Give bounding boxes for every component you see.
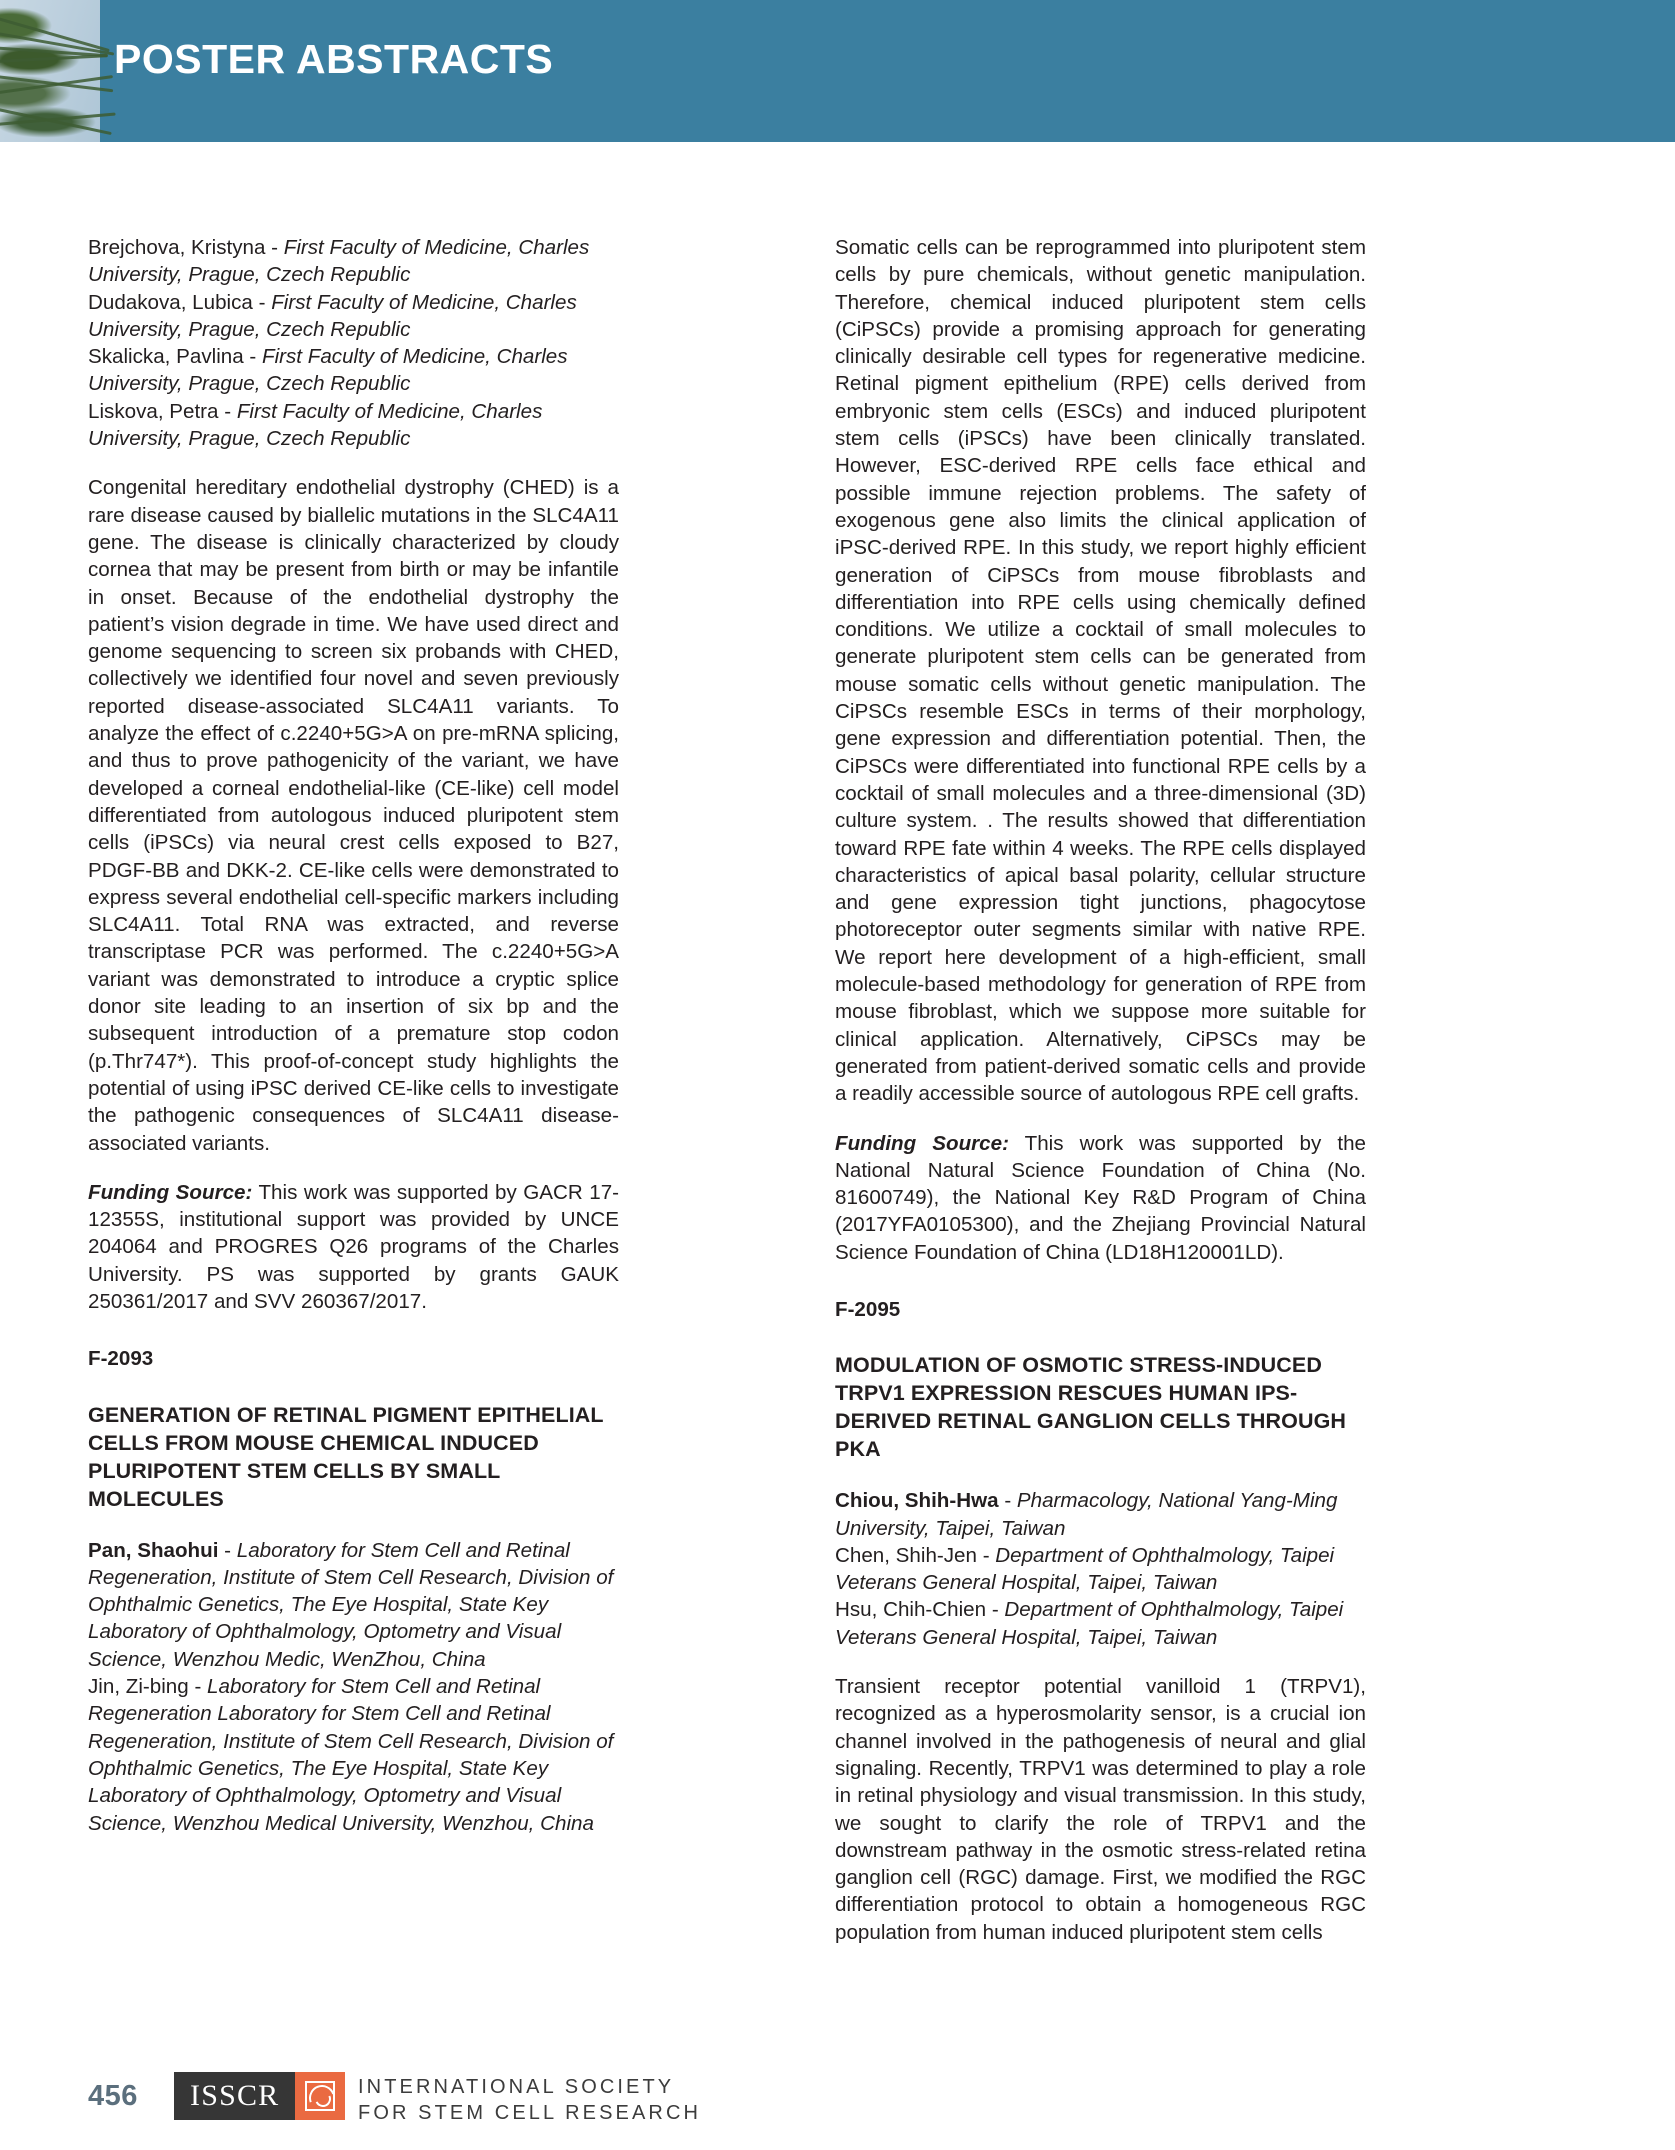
poster-id-f2095: F-2095 [835,1297,901,1321]
author-entry: Pan, Shaohui - Laboratory for Stem Cell and Retinal Regeneration, Institute of Stem Cell Research, Division of Ophthalmic Genetics, The Eye Hospital, State Key Laboratory of Ophthalmology, Optometry and Visual Science, Wenzhou Medic, WenZhou, China [88,1538,614,1671]
author-name: Jin, Zi-bing [88,1675,189,1699]
author-block-f2095 [835,1487,1366,1651]
author-entry: Skalicka, Pavlina - First Faculty of Medicine, Charles University, Prague, Czech Republic [88,345,568,396]
funding-source-paragraph [88,1179,619,1315]
author-name: Brejchova, Kristyna [88,236,266,259]
poster-title-f2093: GENERATION OF RETINAL PIGMENT EPITHELIAL CELLS FROM MOUSE CHEMICAL INDUCED PLURIPOTENT STEM CELLS BY SMALL MOLECULES [88,1402,604,1511]
author-name: Dudakova, Lubica [88,290,253,314]
author-affiliation: First Faculty of Medicine, Charles University, Prague, Czech Republic [88,345,568,396]
author-block-f2093 [88,1537,619,1837]
author-affiliation: Laboratory for Stem Cell and Retinal Regeneration, Institute of Stem Cell Research, Division of Ophthalmic Genetics, The Eye Hospital, State Key Laboratory of Ophthalmology, Optometry and Visual Science, Wenzhou Medic, WenZhou, China [88,1538,614,1671]
abstract-body-text: Somatic cells can be reprogrammed into pluripotent stem cells by pure chemicals, without genetic manipulation. Therefore, chemical induced pluripotent stem cells (CiPSCs) provide a promising approach for generating clinically desirable cell types for regenerative medicine. Retinal pigment epithelium (RPE) cells derived from embryonic stem cells (ESCs) and induced pluripotent stem cells (iPSCs) have been clinically translated. However, ESC-derived RPE cells face ethical and possible immune rejection problems. The safety of exogenous gene also limits the clinical application of iPSC-derived RPE. In this study, we report highly efficient generation of CiPSCs from mouse fibroblasts and differentiation into RPE cells using chemically defined conditions. We utilize a cocktail of small molecules to generate pluripotent stem cells can be generated from mouse somatic cells without genetic manipulation. The CiPSCs resemble ESCs in terms of their morphology, gene expression and differentiation potential. Then, the CiPSCs were differentiated into functional RPE cells by a cocktail of small molecules and a three-dimensional (3D) culture system. . The results showed that differentiation toward RPE fate within 4 weeks. The RPE cells displayed characteristics of apical basal polarity, cellular structure and gene expression tight junctions, phagocytose photoreceptor outer segments similar with native RPE. We report here development of a high-efficient, small molecule-based methodology for generation of RPE from mouse fibroblast, which we suppose more suitable for clinical application. Alternatively, CiPSCs may be generated from patient-derived somatic cells and provide a readily accessible source of autologous RPE cell grafts. [835,236,1366,1106]
presenting-author-name: Pan, Shaohui [88,1538,219,1562]
author-entry: Brejchova, Kristyna - First Faculty of Medicine, Charles University, Prague, Czech Republic [88,236,590,287]
poster-title-f2095: MODULATION OF OSMOTIC STRESS-INDUCED TRPV1 EXPRESSION RESCUES HUMAN IPS-DERIVED RETINAL GANGLION CELLS THROUGH PKA [835,1353,1347,1462]
author-affiliation: Department of Ophthalmology, Taipei Veterans General Hospital, Taipei, Taiwan [835,1598,1344,1649]
author-affiliation: Department of Ophthalmology, Taipei Veterans General Hospital, Taipei, Taiwan [835,1543,1335,1595]
author-name: Skalicka, Pavlina [88,345,244,369]
author-affiliation: Laboratory for Stem Cell and Retinal Regeneration Laboratory for Stem Cell and Retinal Regeneration, Institute of Stem Cell Research, Division of Ophthalmic Genetics, The Eye Hospital, State Key Laboratory of Ophthalmology, Optometry and Visual Science, Wenzhou Medical University, Wenzhou, China [88,1675,614,1835]
author-name: Liskova, Petra [88,399,219,423]
funding-source-label: Funding Source: [88,1180,253,1204]
isscr-full-name [358,2074,701,2126]
palm-tree-photo [0,0,100,142]
author-entry: Liskova, Petra - First Faculty of Medicine, Charles University, Prague, Czech Republic [88,399,543,451]
funding-source-text: This work was supported by the National Natural Science Foundation of China (No. 81600749), the National Key R&D Program of China (2017YFA0105300), and the Zhejiang Provincial Natural Science Foundation of China (LD18H120001LD). [835,1131,1366,1264]
poster-id-f2093: F-2093 [88,1347,154,1371]
author-block-previous-abstract [88,234,619,452]
abstract-body-text-continued: Transient receptor potential vanilloid 1 (TRPV1), recognized as a hyperosmolarity sensor, is a crucial ion channel involved in the pathogenesis of neural and glial signaling. Recently, TRPV1 was determined to play a role in retinal physiology and visual transmission. In this study, we sought to clarify the role of TRPV1 and the downstream pathway in the osmotic stress-related retina ganglion cell (RGC) damage. First, we modified the RGC differentiation protocol to obtain a homogeneous RGC population from human induced pluripotent stem cells [835,1675,1366,1944]
left-column [88,142,619,1859]
abstract-body-text: Congenital hereditary endothelial dystrophy (CHED) is a rare disease caused by biallelic mutations in the SLC4A11 gene. The disease is clinically characterized by cloudy cornea that may be present from birth or may be infantile in onset. Because of the endothelial dystrophy the patient’s vision degrade in time. We have used direct and genome sequencing to screen six probands with CHED, collectively we identified four novel and seven previously reported disease-associated SLC4A11 variants. To analyze the effect of c.2240+5G>A on pre-mRNA splicing, and thus to prove pathogenicity of the variant, we have developed a corneal endothelial-like (CE-like) cell model differentiated from autologous induced pluripotent stem cells (iPSCs) via neural crest cells exposed to B27, PDGF-BB and DKK-2. CE-like cells were demonstrated to express several endothelial cell-specific markers including SLC4A11. Total RNA was extracted, and reverse transcriptase PCR was performed. The c.2240+5G>A variant was demonstrated to introduce a cryptic splice donor site leading to an insertion of six bp and the subsequent introduction of a premature stop codon (p.Thr747*). This proof-of-concept study highlights the potential of using iPSC derived CE-like cells to investigate the pathogenic consequences of SLC4A11 disease-associated variants. [88,476,619,1155]
right-column [835,142,1366,1968]
author-entry: Dudakova, Lubica - First Faculty of Medicine, Charles University, Prague, Czech Republic [88,290,577,341]
isscr-name-line-2: FOR STEM CELL RESEARCH [358,2102,702,2124]
page-number: 456 [88,2080,138,2112]
author-name: Hsu, Chih-Chien [835,1598,987,1622]
author-affiliation: First Faculty of Medicine, Charles University, Prague, Czech Republic [88,290,577,341]
author-entry: Jin, Zi-bing - Laboratory for Stem Cell and Retinal Regeneration Laboratory for Stem Cell and Retinal Regeneration, Institute of Stem Cell Research, Division of Ophthalmic Genetics, The Eye Hospital, State Key Laboratory of Ophthalmology, Optometry and Visual Science, Wenzhou Medical University, Wenzhou, China [88,1675,614,1835]
funding-source-label: Funding Source: [835,1131,1009,1155]
author-entry: Chen, Shih-Jen - Department of Ophthalmology, Taipei Veterans General Hospital, Taipei, Taiwan [835,1543,1335,1595]
author-affiliation: First Faculty of Medicine, Charles University, Prague, Czech Republic [88,399,543,451]
funding-source-text: This work was supported by GACR 17-12355S, institutional support was provided by UNCE 204064 and PROGRES Q26 programs of the Charles University. PS was supported by grants GAUK 250361/2017 and SVV 260367/2017. [88,1180,620,1313]
author-entry: Hsu, Chih-Chien - Department of Ophthalmology, Taipei Veterans General Hospital, Taipei, Taiwan [835,1598,1344,1649]
presenting-author-name: Chiou, Shih-Hwa [835,1489,999,1513]
author-affiliation: Pharmacology, National Yang-Ming University, Taipei, Taiwan [835,1489,1338,1540]
author-name: Chen, Shih-Jen [835,1543,977,1567]
funding-source-paragraph [835,1130,1366,1266]
page-footer [0,2032,1675,2150]
page-title: POSTER ABSTRACTS [114,36,554,82]
author-affiliation: First Faculty of Medicine, Charles University, Prague, Czech Republic [88,236,590,287]
page-body [0,142,1675,2150]
author-entry: Chiou, Shih-Hwa - Pharmacology, National Yang-Ming University, Taipei, Taiwan [835,1489,1338,1540]
page-header-banner [0,0,1675,142]
isscr-logo [174,2072,345,2120]
isscr-wordmark: ISSCR [174,2072,295,2120]
isscr-swirl-icon [295,2072,345,2120]
isscr-name-line-1: INTERNATIONAL SOCIETY [358,2076,675,2098]
